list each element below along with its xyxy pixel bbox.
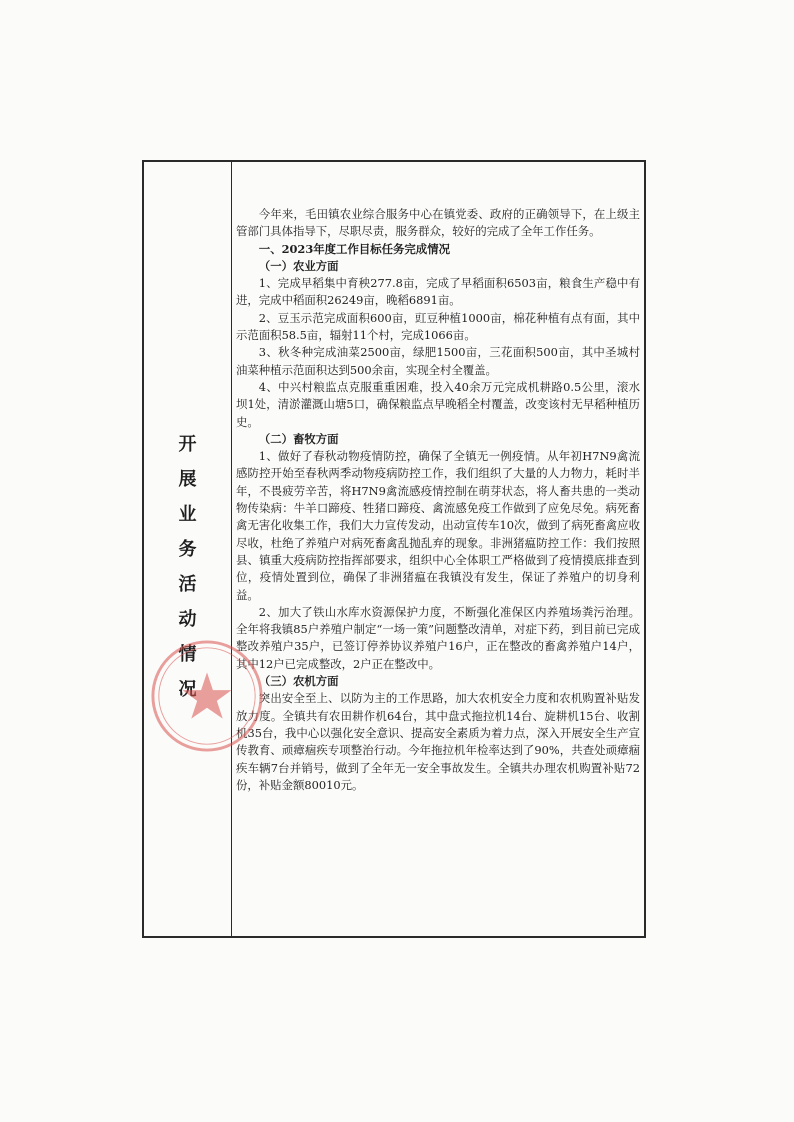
section-heading: 一、2023年度工作目标任务完成情况 (258, 241, 450, 256)
row-label-char: 业 (178, 504, 197, 525)
row-label-char: 务 (178, 539, 197, 560)
subsection-heading-agriculture: （一）农业方面 (258, 258, 339, 273)
intro-paragraph: 今年来，毛田镇农业综合服务中心在镇党委、政府的正确领导下，在上级主管部门具体指导下，尽职尽责，服务群众，较好的完成了全年工作任务。 (236, 207, 640, 239)
report-content (236, 206, 640, 794)
body-paragraph: 2、加大了铁山水库水资源保护力度，不断强化准保区内养殖场粪污治理。全年将我镇85户养殖户制定“一场一策”问题整改清单，对症下药，到目前已完成整改养殖户35户，已签订停养协议养殖户16户，正在整改的畜禽养殖户14户，其中12户已完成整改，2户正在整改中。 (236, 604, 640, 671)
body-paragraph: 4、中兴村粮监点克服重重困难，投入40余万元完成机耕路0.5公里，滚水坝1处，清淤灌溉山塘5口，确保粮监点早晚稻全村覆盖，改变该村无早稻种植历史。 (236, 379, 640, 429)
row-label-char: 动 (178, 609, 197, 630)
body-paragraph: 突出安全至上、以防为主的工作思路，加大农机安全力度和农机购置补贴发放力度。全镇共有农田耕作机64台，其中盘式拖拉机14台、旋耕机15台、收割机35台，我中心以强化安全意识、提高安全素质为着力点，深入开展安全生产宣传教育、顽瘴痼疾专项整治行动。今年拖拉机年检率达到了90%，共查处顽瘴痼疾车辆7台并销号，做到了全年无一安全事故发生。全镇共办理农机购置补贴72份，补贴金额80010元。 (236, 691, 640, 792)
row-label-char: 情 (178, 644, 197, 665)
body-paragraph: 1、完成早稻集中育秧277.8亩，完成了早稻面积6503亩，粮食生产稳中有进，完成中稻面积26249亩，晚稻6891亩。 (236, 276, 640, 308)
body-paragraph: 3、秋冬种完成油菜2500亩，绿肥1500亩，三花面积500亩，其中圣城村油菜种植示范面积达到500余亩，实现全村全覆盖。 (236, 345, 640, 377)
column-divider (231, 162, 232, 936)
row-label-char: 展 (178, 469, 197, 490)
row-label-char: 活 (178, 574, 197, 595)
official-seal-stamp (148, 637, 266, 755)
body-paragraph: 1、做好了春秋动物疫情防控，确保了全镇无一例疫情。从年初H7N9禽流感防控开始至春秋两季动物疫病防控工作，我们组织了大量的人力物力，耗时半年，不畏疲劳辛苦，将H7N9禽流感疫情控制在萌芽状态，将人畜共患的一类动物传染病：牛羊口蹄疫、牲猪口蹄疫、禽流感免疫工作做到了应免尽免。病死畜禽无害化收集工作，我们大力宣传发动，出动宣传车10次，做到了病死畜禽应收尽收，杜绝了养殖户对病死畜禽乱抛乱弃的现象。非洲猪瘟防控工作：我们按照县、镇重大疫病防控指挥部要求，组织中心全体职工严格做到了疫情摸底排查到位，疫情处置到位，确保了非洲猪瘟在我镇没有发生，保证了养殖户的切身利益。 (236, 449, 640, 602)
subsection-heading-livestock: （二）畜牧方面 (258, 431, 339, 446)
row-label-char: 况 (178, 679, 197, 700)
activity-form-table (142, 160, 646, 938)
body-paragraph: 2、豆玉示范完成面积600亩，豇豆种植1000亩，棉花种植有点有面，其中示范面积58.5亩，辐射11个村，完成1066亩。 (236, 310, 640, 343)
row-label-char: 开 (178, 434, 197, 455)
subsection-heading-machinery: （三）农机方面 (258, 674, 339, 689)
star-icon (182, 672, 231, 718)
